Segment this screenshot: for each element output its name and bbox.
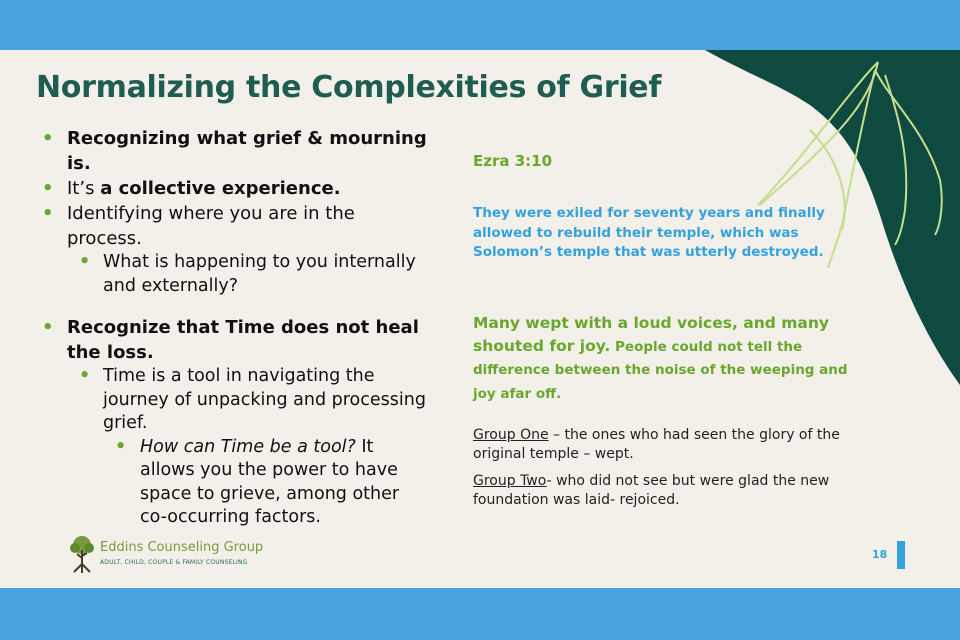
bullet-text-rest: It allows you the power to have space to grieve, among other co-occurring factors. [140,436,400,527]
weeping-lead: Many wept with a loud voices, and many shouted for joy. [473,314,829,355]
weeping-paragraph [473,312,853,405]
tree-icon [66,534,98,574]
group-two-paragraph [473,472,853,510]
bullet-dot: • [42,178,54,199]
sub-bullet-internal [40,251,430,298]
group-one-paragraph [473,426,853,464]
bullet-dot: • [115,436,127,457]
bullet-identifying [40,201,430,251]
weeping-rest: People could not tell the difference between the noise of the weeping and joy afar off. [473,338,848,402]
bullet-text-bold: a collective experience. [100,178,341,199]
bullet-list [40,126,430,530]
page-indicator-bar [897,541,905,569]
bullet-dot: • [79,252,91,272]
bullet-dot: • [79,366,91,386]
bullet-dot: • [42,203,54,224]
sub-sub-bullet-how [40,436,430,530]
group-two-label: Group Two [473,473,547,489]
group-one-text: – the ones who had seen the glory of the original temple – wept. [473,427,840,462]
exile-paragraph: They were exiled for seventy years and finally allowed to rebuild their temple, which was Solomon’s temple that was utterly destroyed. [473,205,825,260]
bullet-text: Identifying where you are in the process. [67,203,355,249]
bullet-text-prefix: It’s [67,178,101,199]
bullet-time [40,315,430,365]
bullet-text: Recognizing what grief & mourning is. [67,128,427,174]
group-one-label: Group One [473,427,549,443]
company-logo [66,534,276,574]
logo-tagline: ADULT, CHILD, COUPLE & FAMILY COUNSELING [100,559,248,566]
logo-name: Eddins Counseling Group [100,540,264,555]
slide [0,50,960,588]
slide-title: Normalizing the Complexities of Grief [36,70,662,105]
bullet-dot: • [42,128,54,149]
bullet-text: Time is a tool in navigating the journey of unpacking and processing grief. [103,366,426,433]
bullet-dot: • [42,317,54,338]
group-two-text: - who did not see but were glad the new foundation was laid- rejoiced. [473,473,830,508]
sub-bullet-time-tool [40,365,430,436]
bullet-grief-mourning [40,126,430,176]
bottom-frame-bar [0,588,960,640]
bullet-collective [40,176,430,201]
bullet-text: Recognize that Time does not heal the loss. [67,317,419,363]
page-number: 18 [872,548,888,561]
top-frame-bar [0,0,960,50]
bullet-text-italic: How can Time be a tool? [140,436,356,457]
scripture-reference: Ezra 3:10 [473,152,553,170]
bullet-text: What is happening to you internally and externally? [103,252,416,296]
